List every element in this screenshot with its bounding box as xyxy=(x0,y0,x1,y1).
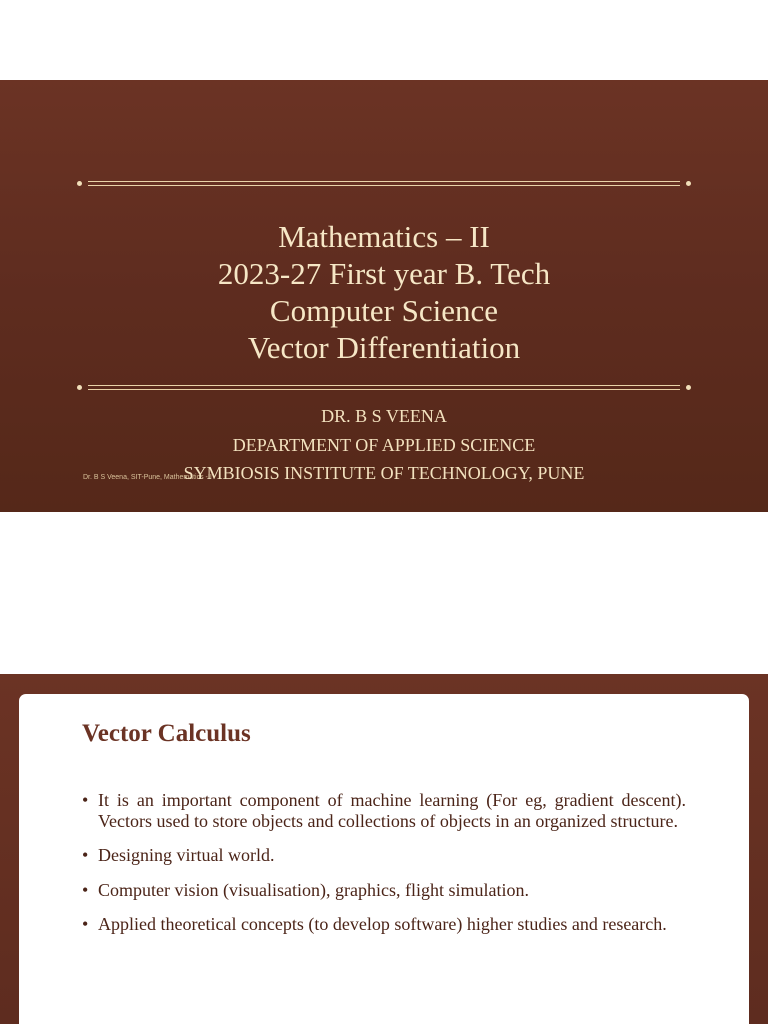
divider-dot-icon xyxy=(686,385,691,390)
slide-title xyxy=(0,218,768,366)
title-line-branch: Computer Science xyxy=(269,293,499,328)
bullet-text: It is an important component of machine learning (For eg, gradient descent). Vectors used to store objects and collections of objects in an organized structure. xyxy=(98,790,686,831)
top-divider xyxy=(80,181,688,187)
divider-line xyxy=(88,385,680,386)
bullet-icon: • xyxy=(82,879,89,900)
title-line-course: Mathematics – II xyxy=(278,219,490,254)
list-item xyxy=(82,880,686,901)
bullet-text: Applied theoretical concepts (to develop software) higher studies and research. xyxy=(98,914,667,934)
list-item xyxy=(82,790,686,831)
bullet-icon: • xyxy=(82,790,89,810)
slide-footer: Dr. B S Veena, SIT-Pune, Mathematics -II xyxy=(83,474,212,481)
divider-dot-icon xyxy=(77,181,82,186)
bottom-divider xyxy=(80,385,688,391)
department-name: DEPARTMENT OF APPLIED SCIENCE xyxy=(232,434,536,455)
list-item xyxy=(82,914,686,935)
content-card xyxy=(19,694,749,1024)
divider-dot-icon xyxy=(686,181,691,186)
title-slide xyxy=(0,80,768,512)
content-title: Vector Calculus xyxy=(82,720,251,747)
title-line-year: 2023-27 First year B. Tech xyxy=(217,256,551,291)
bullet-text: Computer vision (visualisation), graphics, flight simulation. xyxy=(98,879,529,900)
author-name: DR. B S VEENA xyxy=(321,406,447,426)
divider-line xyxy=(88,185,680,186)
institute-name: SYMBIOSIS INSTITUTE OF TECHNOLOGY, PUNE xyxy=(183,463,585,483)
title-line-topic: Vector Differentiation xyxy=(247,330,521,365)
divider-dot-icon xyxy=(77,385,82,390)
divider-line xyxy=(88,181,680,182)
bullet-icon: • xyxy=(82,845,89,865)
content-slide xyxy=(0,674,768,1024)
slide-subtitle xyxy=(0,402,768,488)
bullet-icon: • xyxy=(82,914,89,934)
divider-line xyxy=(88,389,680,390)
list-item xyxy=(82,845,686,866)
bullet-text: Designing virtual world. xyxy=(98,845,275,865)
bullet-list xyxy=(82,790,686,949)
